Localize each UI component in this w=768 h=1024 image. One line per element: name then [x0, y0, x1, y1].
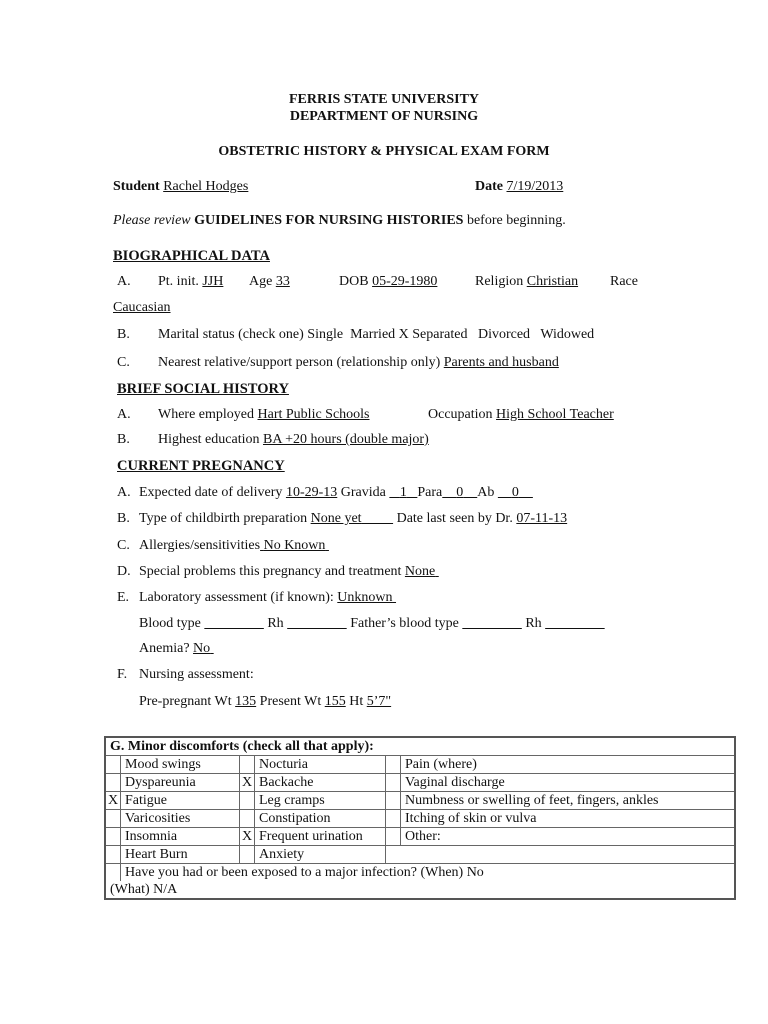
review-instruction	[113, 213, 566, 229]
weights-line	[139, 694, 391, 710]
check-backache[interactable]: X	[240, 774, 255, 792]
university-title: FERRIS STATE UNIVERSITY	[288, 92, 480, 107]
label-varicosities: Varicosities	[121, 810, 240, 828]
marital-label: Marital status (check one) Single	[158, 327, 344, 342]
preg-c-letter: C.	[117, 538, 130, 553]
religion-value[interactable]: Christian	[526, 274, 579, 289]
ab-label: Ab	[477, 485, 495, 500]
label-frequent-urination: Frequent urination	[255, 828, 386, 846]
table-row	[105, 828, 735, 846]
label-mood-swings: Mood swings	[121, 756, 240, 774]
label-numbness: Numbness or swelling of feet, fingers, ankles	[401, 792, 736, 810]
empty-cell	[386, 846, 736, 864]
pre-weight-label: Pre-pregnant Wt	[139, 694, 232, 709]
table-row	[105, 756, 735, 774]
date-label: Date	[475, 179, 503, 194]
date-line	[475, 179, 563, 195]
check-nocturia[interactable]	[240, 756, 255, 774]
allergies-label: Allergies/sensitivities	[139, 538, 261, 553]
label-dyspareunia: Dyspareunia	[121, 774, 240, 792]
bio-c-letter: C.	[117, 355, 130, 370]
height-label: Ht	[349, 694, 364, 709]
table-header-row	[105, 737, 735, 756]
race-label: Race	[610, 274, 638, 289]
pregnancy-heading: CURRENT PREGNANCY	[117, 458, 285, 474]
check-insomnia[interactable]	[105, 828, 121, 846]
label-backache: Backache	[255, 774, 386, 792]
education-label: Highest education	[158, 432, 260, 447]
employed-line	[158, 407, 370, 423]
preg-a-letter: A.	[117, 485, 131, 500]
preg-d-letter: D.	[117, 564, 131, 579]
pre-weight-value[interactable]: 135	[235, 694, 257, 709]
anemia-value[interactable]: No	[193, 641, 211, 656]
label-heart-burn: Heart Burn	[121, 846, 240, 864]
label-insomnia: Insomnia	[121, 828, 240, 846]
label-other: Other:	[401, 828, 736, 846]
marital-status-line	[158, 327, 594, 343]
age-label: Age	[249, 274, 273, 289]
employed-value[interactable]: Hart Public Schools	[257, 407, 370, 422]
childbirth-label: Type of childbirth preparation	[139, 511, 308, 526]
blood-type-label: Blood type	[139, 616, 201, 631]
review-prefix: Please review	[113, 213, 191, 228]
label-constipation: Constipation	[255, 810, 386, 828]
label-itching: Itching of skin or vulva	[401, 810, 736, 828]
father-blood-blank[interactable]	[462, 616, 522, 631]
education-value[interactable]: BA +20 hours (double major)	[262, 432, 429, 447]
last-seen-value[interactable]: 07-11-13	[516, 511, 568, 526]
form-title: OBSTETRIC HISTORY & PHYSICAL EXAM FORM	[218, 144, 550, 159]
marital-married-checked[interactable]: Married X Separated	[350, 327, 468, 342]
check-mood-swings[interactable]	[105, 756, 121, 774]
check-constipation[interactable]	[240, 810, 255, 828]
allergies-value[interactable]: No Known	[263, 538, 326, 553]
last-seen-label: Date last seen by Dr.	[396, 511, 513, 526]
department-title: DEPARTMENT OF NURSING	[289, 109, 479, 124]
delivery-line	[139, 485, 533, 501]
para-label: Para	[417, 485, 443, 500]
age-value[interactable]: 33	[275, 274, 290, 289]
table-row	[105, 846, 735, 864]
relative-value[interactable]: Parents and husband	[443, 355, 559, 370]
gravida-label: Gravida	[340, 485, 386, 500]
check-numbness[interactable]	[386, 792, 401, 810]
label-vaginal-discharge: Vaginal discharge	[401, 774, 736, 792]
pt-init-value[interactable]: JJH	[202, 274, 224, 289]
anemia-line	[139, 641, 214, 657]
edd-label: Expected date of delivery	[139, 485, 283, 500]
relative-line	[158, 355, 559, 371]
infection-what-row	[105, 881, 735, 899]
discomforts-heading: G. Minor discomforts (check all that apply):	[105, 737, 735, 756]
lab-value[interactable]: Unknown	[337, 590, 393, 605]
allergies-line	[139, 538, 329, 554]
gravida-value[interactable]: 1	[399, 485, 407, 500]
employed-label: Where employed	[158, 407, 255, 422]
infection-question[interactable]: Have you had or been exposed to a major infection? (When) No	[121, 864, 736, 882]
height-value[interactable]: 5’7"	[366, 694, 392, 709]
table-row	[105, 792, 735, 810]
minor-discomforts-table	[104, 736, 736, 900]
dob-label: DOB	[339, 274, 369, 289]
check-itching[interactable]	[386, 810, 401, 828]
preg-b-letter: B.	[117, 511, 130, 526]
present-weight-value[interactable]: 155	[324, 694, 346, 709]
social-heading: BRIEF SOCIAL HISTORY	[117, 381, 289, 397]
table-row	[105, 774, 735, 792]
childbirth-value[interactable]: None yet	[310, 511, 362, 526]
special-problems-label: Special problems this pregnancy and treatment	[139, 564, 402, 579]
blood-type-line	[139, 616, 605, 632]
social-b-letter: B.	[117, 432, 130, 447]
childbirth-line	[139, 511, 567, 527]
student-value[interactable]: Rachel Hodges	[163, 179, 249, 194]
bio-a-dob	[339, 274, 437, 290]
check-dyspareunia[interactable]	[105, 774, 121, 792]
check-varicosities[interactable]	[105, 810, 121, 828]
marital-divorced[interactable]: Divorced	[477, 327, 531, 342]
check-anxiety[interactable]	[240, 846, 255, 864]
check-vaginal-discharge[interactable]	[386, 774, 401, 792]
check-leg-cramps[interactable]	[240, 792, 255, 810]
occupation-line	[428, 407, 614, 423]
blood-type-blank[interactable]	[204, 616, 264, 631]
education-line	[158, 432, 429, 448]
table-row	[105, 810, 735, 828]
marital-widowed[interactable]: Widowed	[540, 327, 595, 342]
check-other[interactable]	[386, 828, 401, 846]
infection-question-row	[105, 864, 735, 882]
bio-a-ptinit	[158, 274, 223, 290]
special-problems-value[interactable]: None	[404, 564, 436, 579]
rh-blank[interactable]	[287, 616, 347, 631]
anemia-label: Anemia?	[139, 641, 190, 656]
label-nocturia: Nocturia	[255, 756, 386, 774]
special-problems-line	[139, 564, 439, 580]
ab-value[interactable]: 0	[511, 485, 519, 500]
lab-label: Laboratory assessment (if known):	[139, 590, 334, 605]
para-value[interactable]: 0	[456, 485, 464, 500]
preg-f-letter: F.	[117, 667, 128, 682]
label-pain: Pain (where)	[401, 756, 736, 774]
nursing-assessment-label: Nursing assessment:	[139, 667, 254, 682]
present-weight-label: Present Wt	[259, 694, 322, 709]
race-value[interactable]: Caucasian	[113, 300, 171, 315]
occupation-label: Occupation	[428, 407, 493, 422]
occupation-value[interactable]: High School Teacher	[496, 407, 614, 422]
infection-spacer	[105, 864, 121, 882]
label-fatigue: Fatigue	[121, 792, 240, 810]
review-suffix: before beginning.	[466, 213, 566, 228]
father-blood-label: Father’s blood type	[350, 616, 459, 631]
social-a-letter: A.	[117, 407, 131, 422]
check-fatigue[interactable]: X	[105, 792, 121, 810]
rh2-label: Rh	[525, 616, 542, 631]
dob-value[interactable]: 05-29-1980	[372, 274, 438, 289]
edd-value[interactable]: 10-29-13	[285, 485, 338, 500]
bio-a-letter: A.	[117, 274, 131, 289]
rh-label: Rh	[267, 616, 284, 631]
religion-label: Religion	[475, 274, 524, 289]
bio-a-age	[249, 274, 290, 290]
label-leg-cramps: Leg cramps	[255, 792, 386, 810]
bio-a-religion	[475, 274, 578, 290]
student-line	[113, 179, 248, 195]
lab-line	[139, 590, 396, 606]
check-heart-burn[interactable]	[105, 846, 121, 864]
check-pain[interactable]	[386, 756, 401, 774]
check-frequent-urination[interactable]: X	[240, 828, 255, 846]
date-value[interactable]: 7/19/2013	[506, 179, 564, 194]
relative-label: Nearest relative/support person (relationship only)	[158, 355, 441, 370]
biographical-heading: BIOGRAPHICAL DATA	[113, 248, 270, 264]
label-anxiety: Anxiety	[255, 846, 386, 864]
student-label: Student	[113, 179, 160, 194]
bio-b-letter: B.	[117, 327, 130, 342]
review-guidelines: GUIDELINES FOR NURSING HISTORIES	[194, 213, 464, 228]
pt-init-label: Pt. init.	[158, 274, 199, 289]
preg-e-letter: E.	[117, 590, 130, 605]
infection-what[interactable]: (What) N/A	[105, 881, 735, 899]
rh2-blank[interactable]	[545, 616, 605, 631]
